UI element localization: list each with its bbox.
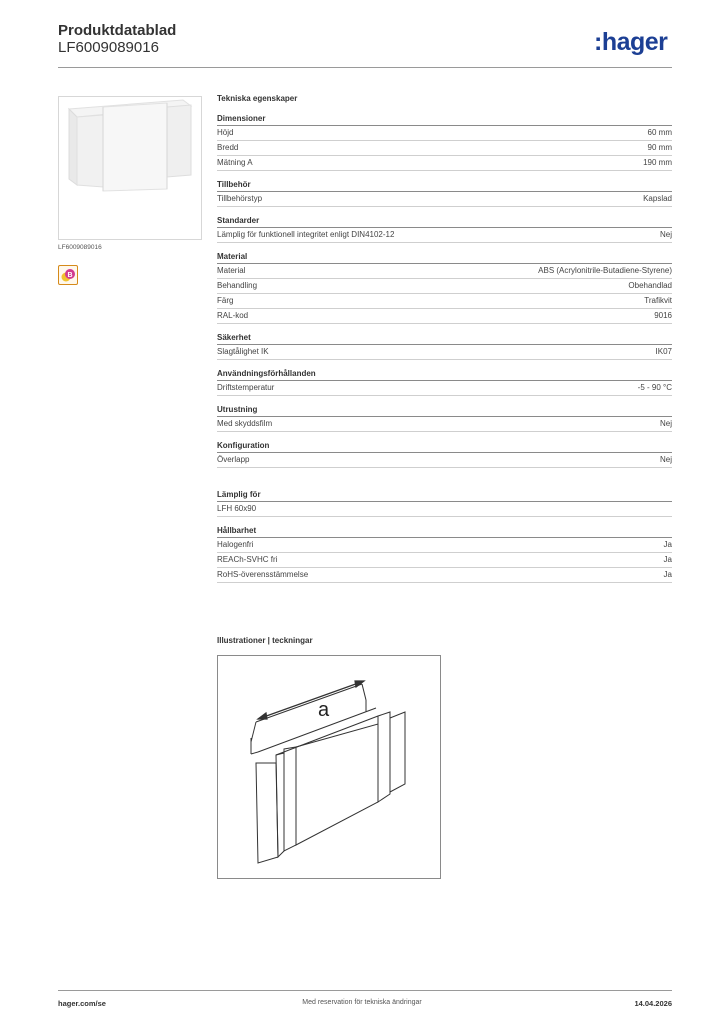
property-label: Färg	[217, 296, 234, 305]
property-group-title: Tillbehör	[217, 180, 672, 192]
property-row	[217, 345, 672, 360]
property-value: ABS (Acrylonitrile-Butadiene-Styrene)	[538, 266, 672, 275]
drawing-svg	[218, 656, 440, 878]
footer-disclaimer: Med reservation för tekniska ändringar	[302, 999, 422, 1006]
dimension-label-a: a	[318, 699, 330, 721]
property-row	[217, 502, 672, 517]
property-value: Nej	[659, 455, 672, 464]
property-value: Obehandlad	[628, 281, 672, 290]
footer-divider	[58, 990, 672, 991]
logo-text: hager	[601, 28, 668, 56]
property-row	[217, 264, 672, 279]
property-group-title: Standarder	[217, 216, 672, 228]
property-group-title: Konfiguration	[217, 441, 672, 453]
property-value: 60 mm	[647, 128, 672, 137]
property-label: Material	[217, 266, 246, 275]
property-row	[217, 568, 672, 583]
property-group-title: Lämplig för	[217, 490, 672, 502]
property-value: Nej	[659, 419, 672, 428]
property-label: Tillbehörstyp	[217, 194, 263, 203]
property-group-title: Hållbarhet	[217, 526, 672, 538]
logo-colon: :	[594, 28, 602, 56]
property-label: RAL-kod	[217, 311, 249, 320]
property-label: Behandling	[217, 281, 258, 290]
property-group	[217, 333, 672, 360]
property-value: Ja	[663, 540, 672, 549]
property-row	[217, 417, 672, 432]
property-label: Mätning A	[217, 158, 253, 167]
property-value: 190 mm	[643, 158, 672, 167]
property-value: -5 - 90 °C	[637, 383, 672, 392]
document-title: Produktdatablad	[58, 22, 177, 39]
property-group-title: Dimensioner	[217, 114, 672, 126]
illustrations-title: Illustrationer | teckningar	[217, 636, 313, 645]
property-label: Överlapp	[217, 455, 250, 464]
properties-title: Tekniska egenskaper	[217, 94, 298, 103]
property-label: Driftstemperatur	[217, 383, 275, 392]
product-image-caption: LF6009089016	[58, 244, 102, 251]
property-value: IK07	[655, 347, 672, 356]
property-label: Halogenfri	[217, 540, 254, 549]
property-group	[217, 369, 672, 396]
property-row	[217, 309, 672, 324]
property-group-title: Material	[217, 252, 672, 264]
property-group-title: Användningsförhållanden	[217, 369, 672, 381]
technical-properties	[217, 94, 672, 583]
property-row	[217, 538, 672, 553]
property-row	[217, 192, 672, 207]
property-row	[217, 553, 672, 568]
footer-website[interactable]: hager.com/se	[58, 999, 106, 1008]
property-value: 90 mm	[647, 143, 672, 152]
property-row	[217, 381, 672, 396]
product-code: LF6009089016	[58, 39, 159, 56]
property-group	[217, 216, 672, 243]
property-value: Kapslad	[643, 194, 672, 203]
property-group	[217, 490, 672, 517]
property-value: 9016	[654, 311, 672, 320]
property-label: Höjd	[217, 128, 234, 137]
property-row	[217, 453, 672, 468]
footer-date: 14.04.2026	[634, 999, 672, 1008]
property-row	[217, 294, 672, 309]
property-group	[217, 405, 672, 432]
property-row	[217, 141, 672, 156]
property-group-title: Utrustning	[217, 405, 672, 417]
property-label: Bredd	[217, 143, 239, 152]
property-label: REACh-SVHC fri	[217, 555, 278, 564]
eco-label-badge	[58, 265, 78, 285]
property-value: Nej	[659, 230, 672, 239]
product-photo	[59, 97, 201, 239]
leaf-b-icon	[59, 266, 77, 284]
badge-letter: B	[67, 272, 73, 279]
property-row	[217, 228, 672, 243]
hager-logo	[594, 28, 667, 57]
product-image	[58, 96, 202, 240]
property-label: Lämplig för funktionell integritet enligt DIN4102-12	[217, 230, 395, 239]
property-row	[217, 126, 672, 141]
property-group	[217, 114, 672, 171]
property-group-title: Säkerhet	[217, 333, 672, 345]
property-value: Ja	[663, 570, 672, 579]
property-value: Ja	[663, 555, 672, 564]
property-group	[217, 441, 672, 468]
property-label: Med skyddsfilm	[217, 419, 273, 428]
property-row	[217, 156, 672, 171]
property-value: Trafikvit	[644, 296, 672, 305]
property-label: LFH 60x90	[217, 504, 257, 513]
property-group	[217, 180, 672, 207]
property-row	[217, 279, 672, 294]
property-group	[217, 252, 672, 324]
property-label: RoHS-överensstämmelse	[217, 570, 309, 579]
property-group	[217, 526, 672, 583]
property-label: Slagtålighet IK	[217, 347, 269, 356]
property-groups	[217, 114, 672, 583]
technical-drawing	[217, 655, 441, 879]
header-divider	[58, 67, 672, 68]
